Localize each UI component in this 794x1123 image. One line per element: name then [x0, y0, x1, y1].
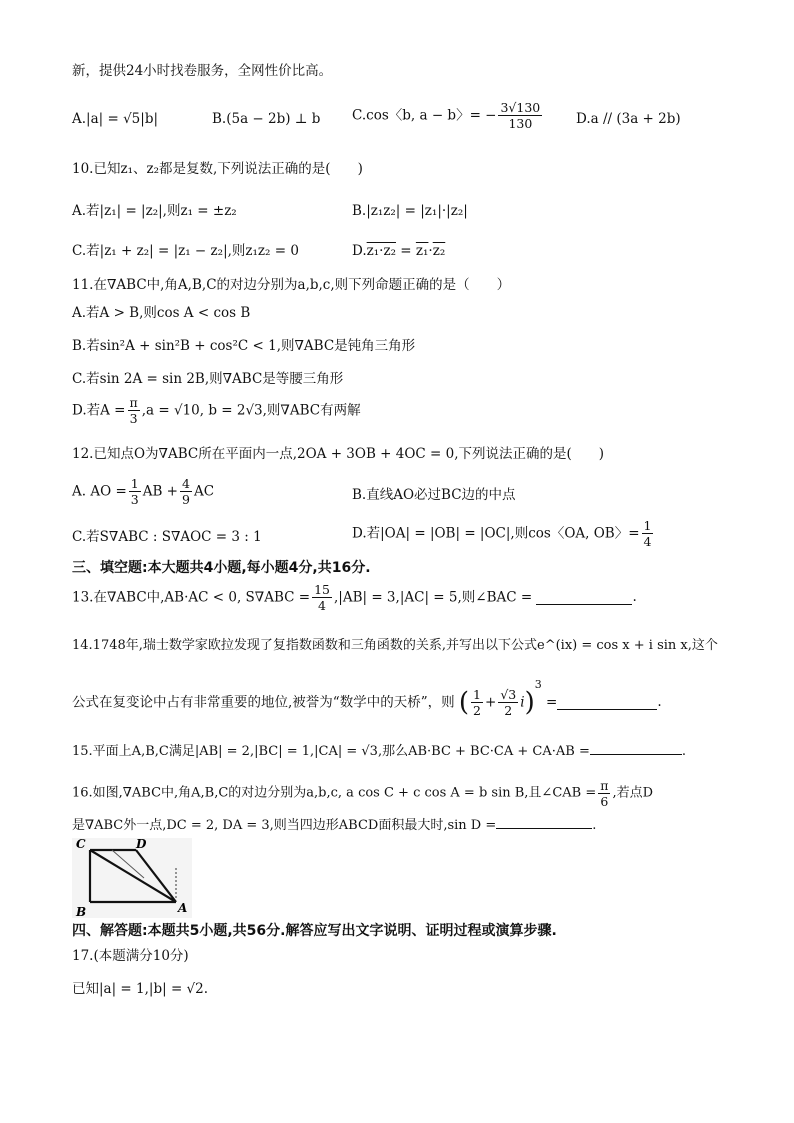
q17-line: 已知|a| = 1,|b| = √2.: [72, 981, 209, 997]
fraction-denominator: 130: [508, 116, 533, 131]
q10-option-d-conjugate-product: z₁·z₂: [366, 243, 396, 259]
q13-suffix: ,|AB| = 3,|AC| = 5,则∠BAC =: [333, 589, 533, 606]
q14-equals: =: [546, 694, 558, 711]
q12-stem: 12.已知点O为∇ABC所在平面内一点,2OA + 3OB + 4OC = 0,下列说法正确的是( ): [72, 446, 605, 462]
q10-option-d-prefix: D.: [352, 243, 367, 259]
q11-option-d-prefix: D.若A =: [72, 402, 126, 419]
fraction-numerator: √3: [500, 687, 517, 702]
q17-title: 17.(本题满分10分): [72, 948, 189, 964]
q12-option-a-mid: AB +: [142, 483, 178, 500]
q13-answer-blank[interactable]: [536, 590, 632, 605]
fraction-numerator: 1: [643, 518, 652, 533]
q11-option-b: B.若sin²A + sin²B + cos²C < 1,则∇ABC是钝角三角形: [72, 338, 416, 354]
fraction-numerator: 1: [130, 476, 139, 491]
section-3-heading: 三、填空题:本大题共4小题,每小题4分,共16分.: [72, 560, 371, 576]
fraction-numerator: 1: [473, 687, 481, 702]
fraction-denominator: 4: [643, 534, 652, 549]
q12-option-a-fraction-2: [180, 476, 192, 507]
q13: 13.在∇ABC中,AB·AC < 0, S∇ABC = $\frac{15}{4}$ ,|AB| = 3,|AC| = 5,则∠BAC = .: [72, 582, 637, 613]
vertex-label-d: D: [136, 838, 147, 851]
q16-line-2-text: 是∇ABC外一点,DC = 2, DA = 3,则当四边形ABCD面积最大时,sin D =: [72, 818, 497, 833]
q9-option-c: [352, 100, 544, 131]
q16-fraction: [598, 778, 610, 809]
q16-quadrilateral-figure: [72, 838, 192, 918]
q11-option-d: [72, 395, 361, 426]
intro-line: 新，提供24小时找卷服务，全网性价比高。: [72, 63, 333, 79]
q13-fraction: [312, 582, 332, 613]
q16-answer-blank[interactable]: [496, 814, 592, 829]
q14-fraction-2: [498, 687, 518, 718]
q9-option-c-fraction: [498, 100, 542, 131]
q12-option-a-fraction-1: [129, 476, 141, 507]
fraction-numerator: π: [600, 778, 609, 793]
q11-option-d-suffix: ,a = √10, b = 2√3,则∇ABC有两解: [141, 402, 361, 419]
q9-option-c-prefix: C.cos〈b, a − b〉= −: [352, 107, 497, 124]
q12-option-d: [352, 518, 655, 549]
fraction-denominator: 6: [600, 794, 609, 809]
q10-option-d-conjugate-z2: z₂: [432, 243, 446, 259]
q12-option-b: B.直线AO必过BC边的中点: [352, 487, 516, 503]
fraction-numerator: 4: [182, 476, 190, 491]
fraction-denominator: 3: [129, 411, 138, 426]
fraction-denominator: 4: [318, 598, 326, 613]
q15-answer-blank[interactable]: [590, 740, 682, 755]
q12-option-a: [72, 476, 214, 507]
fraction-numerator: 3√130: [500, 100, 541, 115]
q14-line-2-prefix: 公式在复变论中占有非常重要的地位,被誉为“数学中的天桥”，则: [72, 694, 455, 711]
fraction-numerator: 15: [314, 582, 330, 597]
q11-option-a: A.若A > B,则cos A < cos B: [72, 305, 251, 321]
left-paren-icon: (: [458, 687, 470, 718]
q10-option-d: [352, 242, 445, 260]
vertex-label-a: A: [178, 901, 188, 915]
vertex-label-c: C: [76, 838, 86, 851]
q14-fraction-1: [471, 687, 483, 718]
q14-answer-blank[interactable]: [557, 695, 657, 710]
q10-option-d-conjugate-z1: z₁: [415, 243, 429, 259]
vertex-label-b: B: [76, 905, 87, 918]
q14-imaginary-unit: i: [520, 694, 525, 711]
q10-option-d-dot: ·: [428, 243, 433, 259]
q14-plus: +: [485, 694, 497, 711]
q11-option-c: C.若sin 2A = sin 2B,则∇ABC是等腰三角形: [72, 371, 344, 387]
q11-stem: 11.在∇ABC中,角A,B,C的对边分别为a,b,c,则下列命题正确的是（ ）: [72, 277, 511, 293]
q12-option-c: C.若S∇ABC : S∇AOC = 3 : 1: [72, 529, 262, 545]
fraction-denominator: 3: [130, 492, 139, 507]
q14-line-1: 14.1748年,瑞士数学家欧拉发现了复指数函数和三角函数的关系,并写出以下公式e^(ix) = cos x + i sin x,这个: [72, 638, 718, 653]
q16-line-1-prefix: 16.如图,∇ABC中,角A,B,C的对边分别为a,b,c, a cos C + c cos A = b sin B,且∠CAB =: [72, 785, 597, 801]
q10-option-a: A.若|z₁| = |z₂|,则z₁ = ±z₂: [72, 203, 237, 219]
fraction-denominator: 2: [473, 703, 481, 718]
q13-prefix: 13.在∇ABC中,AB·AC < 0, S∇ABC =: [72, 589, 311, 606]
q9-option-d: D.a // (3a + 2b): [576, 111, 681, 127]
q10-stem: 10.已知z₁、z₂都是复数,下列说法正确的是( ): [72, 161, 363, 177]
fraction-denominator: 2: [504, 703, 513, 718]
q16-line-1-suffix: ,若点D: [612, 785, 654, 801]
q16-line-1: [72, 778, 653, 809]
q10-option-d-equals: =: [395, 243, 416, 259]
q14-line-2: 公式在复变论中占有非常重要的地位,被誉为“数学中的天桥”，则 ( $\frac{1}{2}$ + $\frac{√3}{2}$ i)$^3$ = .: [72, 678, 662, 718]
q12-option-a-prefix: A. AO =: [72, 483, 127, 500]
q9-option-a: A.|a| = √5|b|: [72, 111, 159, 127]
q15-text: 15.平面上A,B,C满足|AB| = 2,|BC| = 1,|CA| = √3,那么AB·BC + BC·CA + CA·AB =: [72, 744, 590, 759]
q11-option-d-fraction: [128, 395, 140, 426]
fraction-numerator: π: [129, 395, 138, 410]
fraction-denominator: 9: [182, 492, 190, 507]
q16-line-2: 是∇ABC外一点,DC = 2, DA = 3,则当四边形ABCD面积最大时,sin D = .: [72, 814, 596, 835]
q12-option-a-suffix: AC: [193, 483, 215, 500]
q15: 15.平面上A,B,C满足|AB| = 2,|BC| = 1,|CA| = √3,那么AB·BC + BC·CA + CA·AB = .: [72, 740, 686, 761]
q10-option-b: B.|z₁z₂| = |z₁|·|z₂|: [352, 203, 468, 219]
q14-exponent: 3: [534, 678, 542, 691]
q9-option-b: B.(5a − 2b) ⊥ b: [212, 111, 321, 127]
q12-option-d-prefix: D.若|OA| = |OB| = |OC|,则cos〈OA, OB〉=: [352, 525, 640, 542]
q10-option-c: C.若|z₁ + z₂| = |z₁ − z₂|,则z₁z₂ = 0: [72, 243, 299, 259]
section-4-heading: 四、解答题:本题共5小题,共56分.解答应写出文字说明、证明过程或演算步骤.: [72, 923, 557, 939]
right-paren-icon: ): [524, 687, 535, 718]
q12-option-d-fraction: [642, 518, 654, 549]
